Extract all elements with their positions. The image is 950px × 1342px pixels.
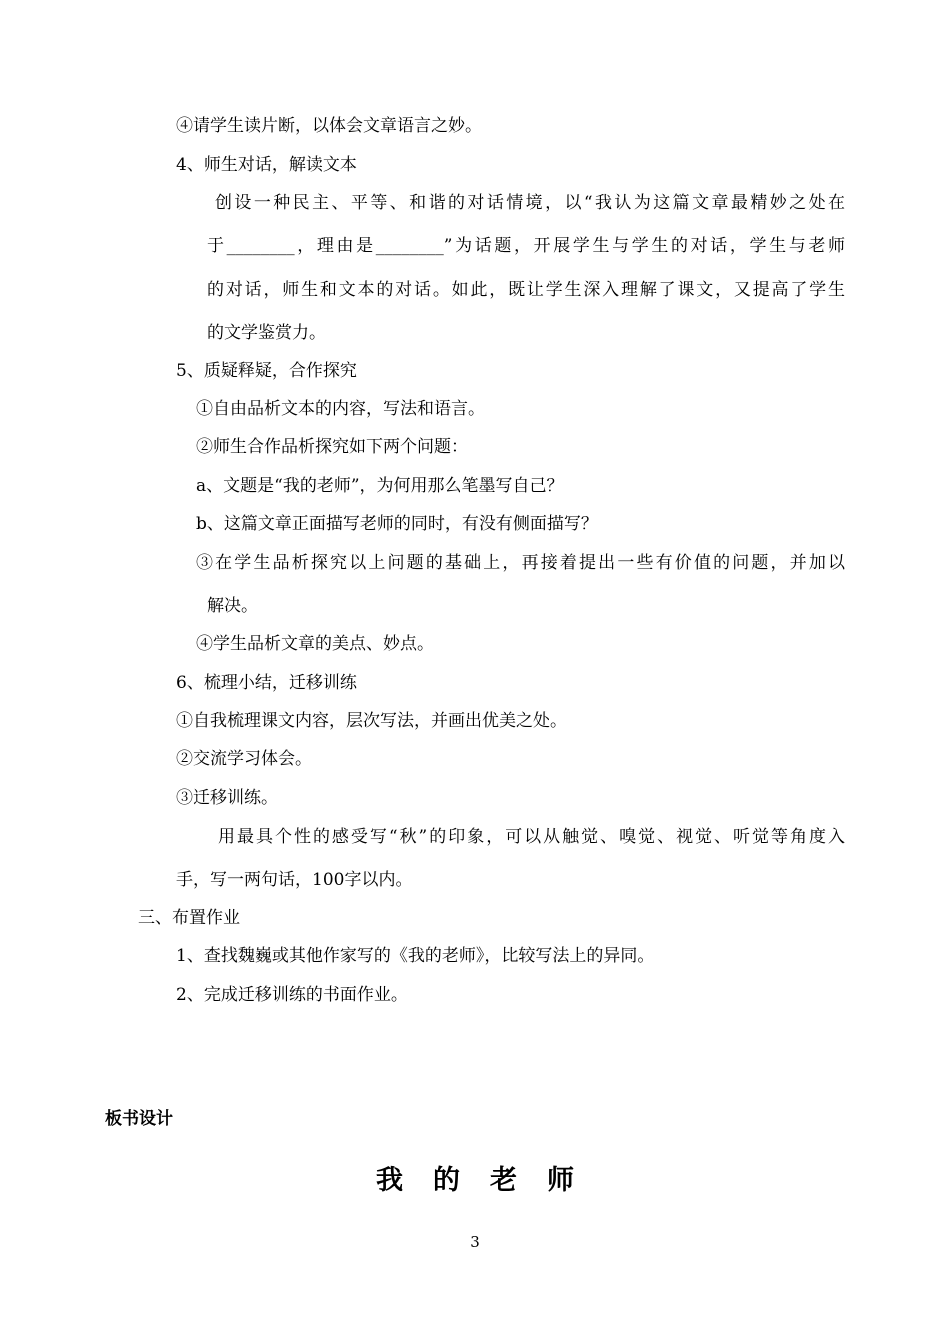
text-line: ①自由品析文本的内容，写法和语言。 <box>196 399 485 419</box>
paragraph-line: 创设一种民主、平等、和谐的对话情境，以“我认为这篇文章最精妙之处在 <box>215 193 845 213</box>
section-heading: 三、布置作业 <box>138 908 240 928</box>
paragraph-line: 手，写一两句话，100字以内。 <box>176 870 413 890</box>
section-heading: 5、质疑释疑，合作探究 <box>176 361 357 381</box>
text-line: ②交流学习体会。 <box>176 749 312 769</box>
text-line: a、文题是“我的老师”，为何用那么笔墨写自己？ <box>196 476 564 496</box>
paragraph-line: ③在学生品析探究以上问题的基础上，再接着提出一些有价值的问题，并加以 <box>196 553 845 573</box>
paragraph-line: 用最具个性的感受写“秋”的印象，可以从触觉、嗅觉、视觉、听觉等角度入 <box>218 827 845 847</box>
paragraph-line: 于________，理由是________”为话题，开展学生与学生的对话，学生与老师 <box>207 236 845 256</box>
board-design-heading: 板书设计 <box>105 1109 173 1129</box>
paragraph-line: 的对话，师生和文本的对话。如此，既让学生深入理解了课文，又提高了学生 <box>207 280 845 300</box>
page-number: 3 <box>470 1233 480 1251</box>
section-heading: 6、梳理小结，迁移训练 <box>176 673 357 693</box>
text-line: ①自我梳理课文内容，层次写法，并画出优美之处。 <box>176 711 567 731</box>
text-line: b、这篇文章正面描写老师的同时，有没有侧面描写？ <box>196 514 598 534</box>
text-line: ④学生品析文章的美点、妙点。 <box>196 634 434 654</box>
paragraph-line: 的文学鉴赏力。 <box>207 323 326 343</box>
text-line: ②师生合作品析探究如下两个问题： <box>196 437 468 457</box>
section-heading: 4、师生对话，解读文本 <box>176 155 357 175</box>
text-line: ③迁移训练。 <box>176 788 278 808</box>
board-title: 我的老师 <box>376 1165 604 1196</box>
text-line: 1、查找魏巍或其他作家写的《我的老师》，比较写法上的异同。 <box>176 946 655 966</box>
text-line: ④请学生读片断，以体会文章语言之妙。 <box>176 116 482 136</box>
text-line: 2、完成迁移训练的书面作业。 <box>176 985 408 1005</box>
paragraph-line: 解决。 <box>207 596 258 616</box>
